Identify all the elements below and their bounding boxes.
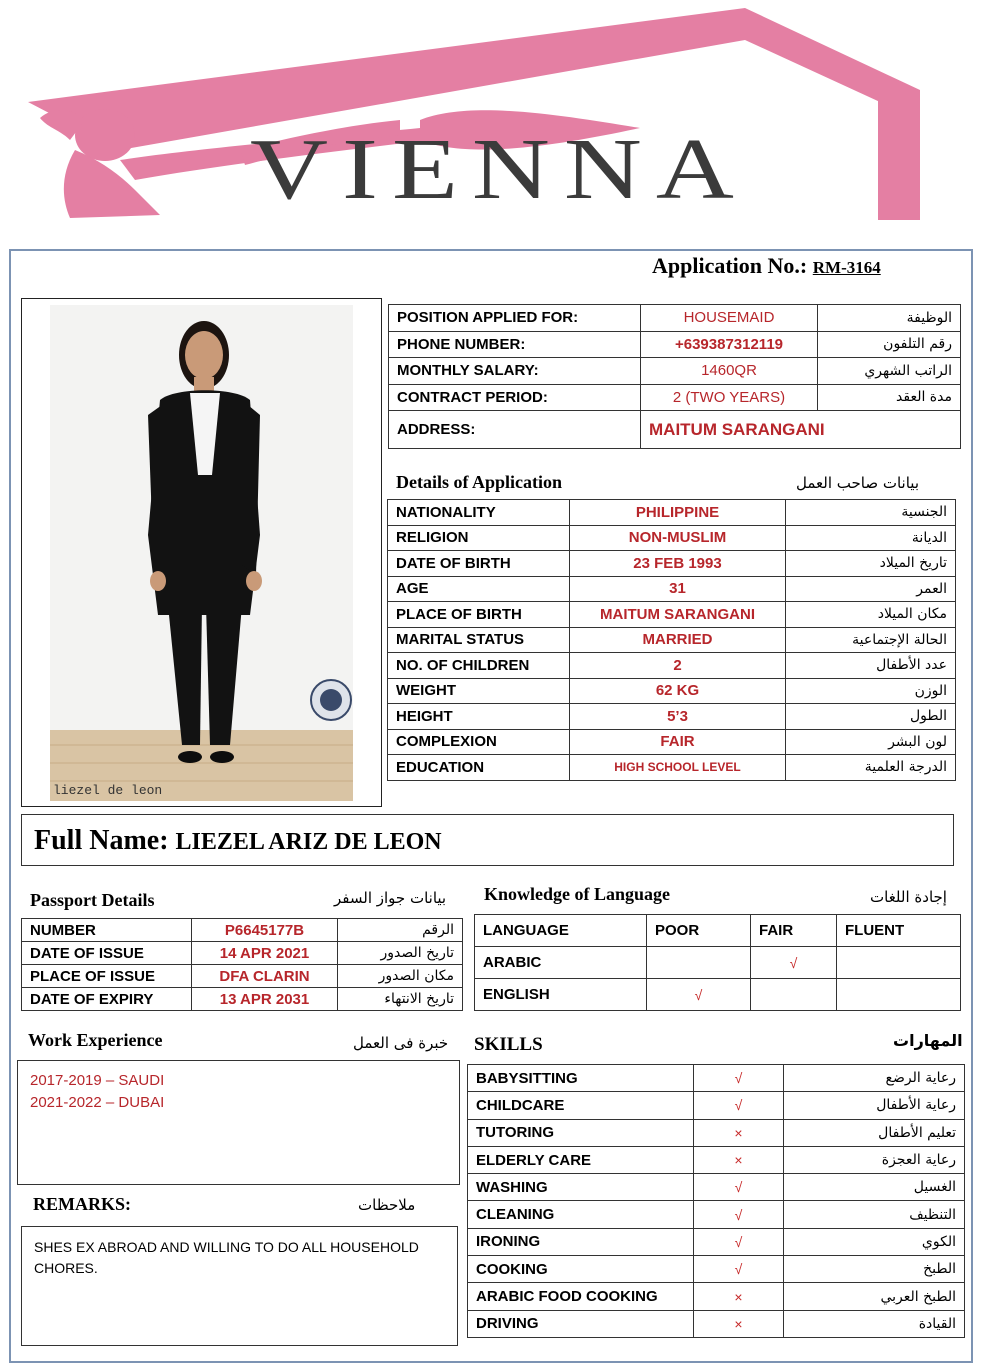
- language-header: LANGUAGE: [475, 915, 647, 947]
- skill-mark: √: [694, 1174, 784, 1201]
- table-row: [468, 1228, 965, 1255]
- language-fluent: [837, 979, 961, 1011]
- language-name: ENGLISH: [475, 979, 647, 1011]
- passport-label: PLACE OF ISSUE: [22, 965, 192, 988]
- table-row: [388, 653, 956, 679]
- skill-name: CHILDCARE: [468, 1092, 694, 1119]
- table-row: [388, 704, 956, 730]
- language-fair: [751, 979, 837, 1011]
- brand-wordmark: VIENNA: [250, 122, 748, 218]
- detail-label: DATE OF BIRTH: [388, 551, 570, 577]
- detail-label: NO. OF CHILDREN: [388, 653, 570, 679]
- skill-name: IRONING: [468, 1228, 694, 1255]
- details-title: Details of Application: [396, 472, 563, 492]
- skill-mark: ×: [694, 1119, 784, 1146]
- table-row: [388, 551, 956, 577]
- table-row: [388, 576, 956, 602]
- passport-value: DFA CLARIN: [192, 965, 338, 988]
- remarks-text: SHES EX ABROAD AND WILLING TO DO ALL HOUSEHOLD CHORES.: [34, 1239, 419, 1276]
- address-row: [389, 411, 961, 449]
- passport-label: DATE OF ISSUE: [22, 942, 192, 965]
- detail-label: COMPLEXION: [388, 729, 570, 755]
- table-row: [388, 525, 956, 551]
- skill-name: CLEANING: [468, 1201, 694, 1228]
- detail-value: 5’3: [570, 704, 786, 730]
- skill-arabic-label: رعاية العجزة: [784, 1146, 965, 1173]
- photo-caption: liezel de leon: [53, 783, 163, 798]
- row-arabic-label: الوظيفة: [818, 305, 961, 332]
- skill-mark: √: [694, 1228, 784, 1255]
- passport-value: 14 APR 2021: [192, 942, 338, 965]
- skill-arabic-label: رعاية الأطفال: [784, 1092, 965, 1119]
- skill-arabic-label: الطبخ العربي: [784, 1283, 965, 1310]
- detail-value: MAITUM SARANGANI: [570, 602, 786, 628]
- row-value: +639387312119: [641, 331, 818, 358]
- passport-value: 13 APR 2031: [192, 988, 338, 1011]
- language-title: Knowledge of Language: [484, 884, 671, 904]
- skills-title-arabic: المهارات: [893, 1031, 963, 1050]
- language-fluent: [837, 947, 961, 979]
- detail-arabic-label: العمر: [786, 576, 956, 602]
- table-row: [388, 500, 956, 526]
- skill-arabic-label: الطبخ: [784, 1256, 965, 1283]
- table-row: [22, 988, 463, 1011]
- detail-label: AGE: [388, 576, 570, 602]
- detail-value: 2: [570, 653, 786, 679]
- skill-arabic-label: الغسيل: [784, 1174, 965, 1201]
- language-header: FAIR: [751, 915, 837, 947]
- table-row: [22, 942, 463, 965]
- passport-label: DATE OF EXPIRY: [22, 988, 192, 1011]
- table-row: [389, 331, 961, 358]
- details-table: [387, 499, 956, 781]
- detail-label: NATIONALITY: [388, 500, 570, 526]
- table-row: [388, 729, 956, 755]
- table-row: [468, 1065, 965, 1092]
- skill-name: ARABIC FOOD COOKING: [468, 1283, 694, 1310]
- full-name: [34, 825, 442, 857]
- skill-arabic-label: التنظيف: [784, 1201, 965, 1228]
- detail-arabic-label: عدد الأطفال: [786, 653, 956, 679]
- detail-value: PHILIPPINE: [570, 500, 786, 526]
- table-row: [22, 965, 463, 988]
- skill-name: BABYSITTING: [468, 1065, 694, 1092]
- work-item: 2021-2022 – DUBAI: [30, 1094, 165, 1111]
- skill-mark: √: [694, 1092, 784, 1119]
- skill-mark: ×: [694, 1310, 784, 1337]
- detail-value: 23 FEB 1993: [570, 551, 786, 577]
- house-wall: [878, 100, 920, 220]
- skill-name: DRIVING: [468, 1310, 694, 1337]
- passport-table: [21, 918, 463, 1011]
- table-row: [389, 384, 961, 411]
- table-row: [388, 755, 956, 781]
- table-row: [468, 1092, 965, 1119]
- passport-title: Passport Details: [30, 890, 155, 910]
- table-row: [468, 1146, 965, 1173]
- row-label: PHONE NUMBER:: [389, 331, 641, 358]
- detail-value: NON-MUSLIM: [570, 525, 786, 551]
- skill-name: ELDERLY CARE: [468, 1146, 694, 1173]
- passport-arabic-label: مكان الصدور: [338, 965, 463, 988]
- skill-mark: √: [694, 1201, 784, 1228]
- photo-frame: [21, 298, 382, 807]
- row-label: MONTHLY SALARY:: [389, 358, 641, 385]
- language-poor: √: [647, 979, 751, 1011]
- language-title-arabic: إجادة اللغات: [870, 888, 947, 906]
- detail-value: 31: [570, 576, 786, 602]
- work-experience-title: Work Experience: [28, 1030, 163, 1050]
- skill-mark: ×: [694, 1283, 784, 1310]
- row-arabic-label: مدة العقد: [818, 384, 961, 411]
- skill-name: TUTORING: [468, 1119, 694, 1146]
- language-header-row: [475, 915, 961, 947]
- work-item: 2017-2019 – SAUDI: [30, 1072, 165, 1089]
- detail-label: RELIGION: [388, 525, 570, 551]
- skill-name: COOKING: [468, 1256, 694, 1283]
- table-row: [388, 627, 956, 653]
- skill-arabic-label: الكوي: [784, 1228, 965, 1255]
- table-row: [389, 358, 961, 385]
- row-arabic-label: رقم التلفون: [818, 331, 961, 358]
- passport-label: NUMBER: [22, 919, 192, 942]
- table-row: [22, 919, 463, 942]
- row-arabic-label: الراتب الشهري: [818, 358, 961, 385]
- skills-table: [467, 1064, 965, 1338]
- detail-arabic-label: مكان الميلاد: [786, 602, 956, 628]
- detail-arabic-label: الجنسية: [786, 500, 956, 526]
- table-row: [475, 979, 961, 1011]
- table-row: [468, 1174, 965, 1201]
- detail-label: HEIGHT: [388, 704, 570, 730]
- vienna-logo: [0, 0, 988, 240]
- passport-arabic-label: تاريخ الانتهاء: [338, 988, 463, 1011]
- table-row: [468, 1119, 965, 1146]
- detail-arabic-label: لون البشر: [786, 729, 956, 755]
- skill-mark: √: [694, 1065, 784, 1092]
- passport-arabic-label: تاريخ الصدور: [338, 942, 463, 965]
- detail-arabic-label: الحالة الإجتماعية: [786, 627, 956, 653]
- skill-arabic-label: القيادة: [784, 1310, 965, 1337]
- address-value: MAITUM SARANGANI: [641, 411, 961, 449]
- row-label: CONTRACT PERIOD:: [389, 384, 641, 411]
- table-row: [468, 1256, 965, 1283]
- language-poor: [647, 947, 751, 979]
- skill-mark: ×: [694, 1146, 784, 1173]
- skill-mark: √: [694, 1256, 784, 1283]
- table-row: [388, 602, 956, 628]
- work-experience-box: [17, 1060, 460, 1185]
- application-number: [652, 253, 881, 279]
- row-value: HOUSEMAID: [641, 305, 818, 332]
- detail-arabic-label: تاريخ الميلاد: [786, 551, 956, 577]
- detail-arabic-label: الوزن: [786, 678, 956, 704]
- position-table: [388, 304, 961, 449]
- applicant-photo: [50, 305, 353, 801]
- application-number-value: RM-3164: [812, 258, 881, 277]
- table-row: [468, 1201, 965, 1228]
- detail-value: FAIR: [570, 729, 786, 755]
- detail-arabic-label: الديانة: [786, 525, 956, 551]
- skill-name: WASHING: [468, 1174, 694, 1201]
- full-name-box: [21, 814, 954, 866]
- language-fair: √: [751, 947, 837, 979]
- detail-value: 62 KG: [570, 678, 786, 704]
- language-header: FLUENT: [837, 915, 961, 947]
- detail-label: EDUCATION: [388, 755, 570, 781]
- table-row: [388, 678, 956, 704]
- table-row: [389, 305, 961, 332]
- detail-label: WEIGHT: [388, 678, 570, 704]
- table-row: [468, 1283, 965, 1310]
- work-experience-title-arabic: خبرة فى العمل: [353, 1034, 449, 1052]
- language-header: POOR: [647, 915, 751, 947]
- skills-title: SKILLS: [474, 1034, 543, 1055]
- passport-title-arabic: بيانات جواز السفر: [334, 889, 447, 907]
- address-label: ADDRESS:: [389, 411, 641, 449]
- language-name: ARABIC: [475, 947, 647, 979]
- row-value: 2 (TWO YEARS): [641, 384, 818, 411]
- detail-arabic-label: الطول: [786, 704, 956, 730]
- detail-value: HIGH SCHOOL LEVEL: [570, 755, 786, 781]
- remarks-box: [21, 1226, 458, 1346]
- passport-value: P6645177B: [192, 919, 338, 942]
- application-label: Application No.:: [652, 253, 808, 278]
- language-table: [474, 914, 961, 1011]
- detail-arabic-label: الدرجة العلمية: [786, 755, 956, 781]
- detail-value: MARRIED: [570, 627, 786, 653]
- full-name-label: Full Name:: [34, 825, 169, 856]
- passport-arabic-label: الرقم: [338, 919, 463, 942]
- remarks-title-arabic: ملاحظات: [358, 1196, 416, 1214]
- detail-label: MARITAL STATUS: [388, 627, 570, 653]
- remarks-title: REMARKS:: [33, 1194, 131, 1214]
- table-row: [475, 947, 961, 979]
- table-row: [468, 1310, 965, 1337]
- applicant-photo-illustration: [50, 305, 353, 801]
- full-name-value: LIEZEL ARIZ DE LEON: [175, 829, 442, 855]
- row-value: 1460QR: [641, 358, 818, 385]
- details-title-arabic: بيانات صاحب العمل: [796, 474, 919, 492]
- row-label: POSITION APPLIED FOR:: [389, 305, 641, 332]
- skill-arabic-label: رعاية الرضع: [784, 1065, 965, 1092]
- detail-label: PLACE OF BIRTH: [388, 602, 570, 628]
- skill-arabic-label: تعليم الأطفال: [784, 1119, 965, 1146]
